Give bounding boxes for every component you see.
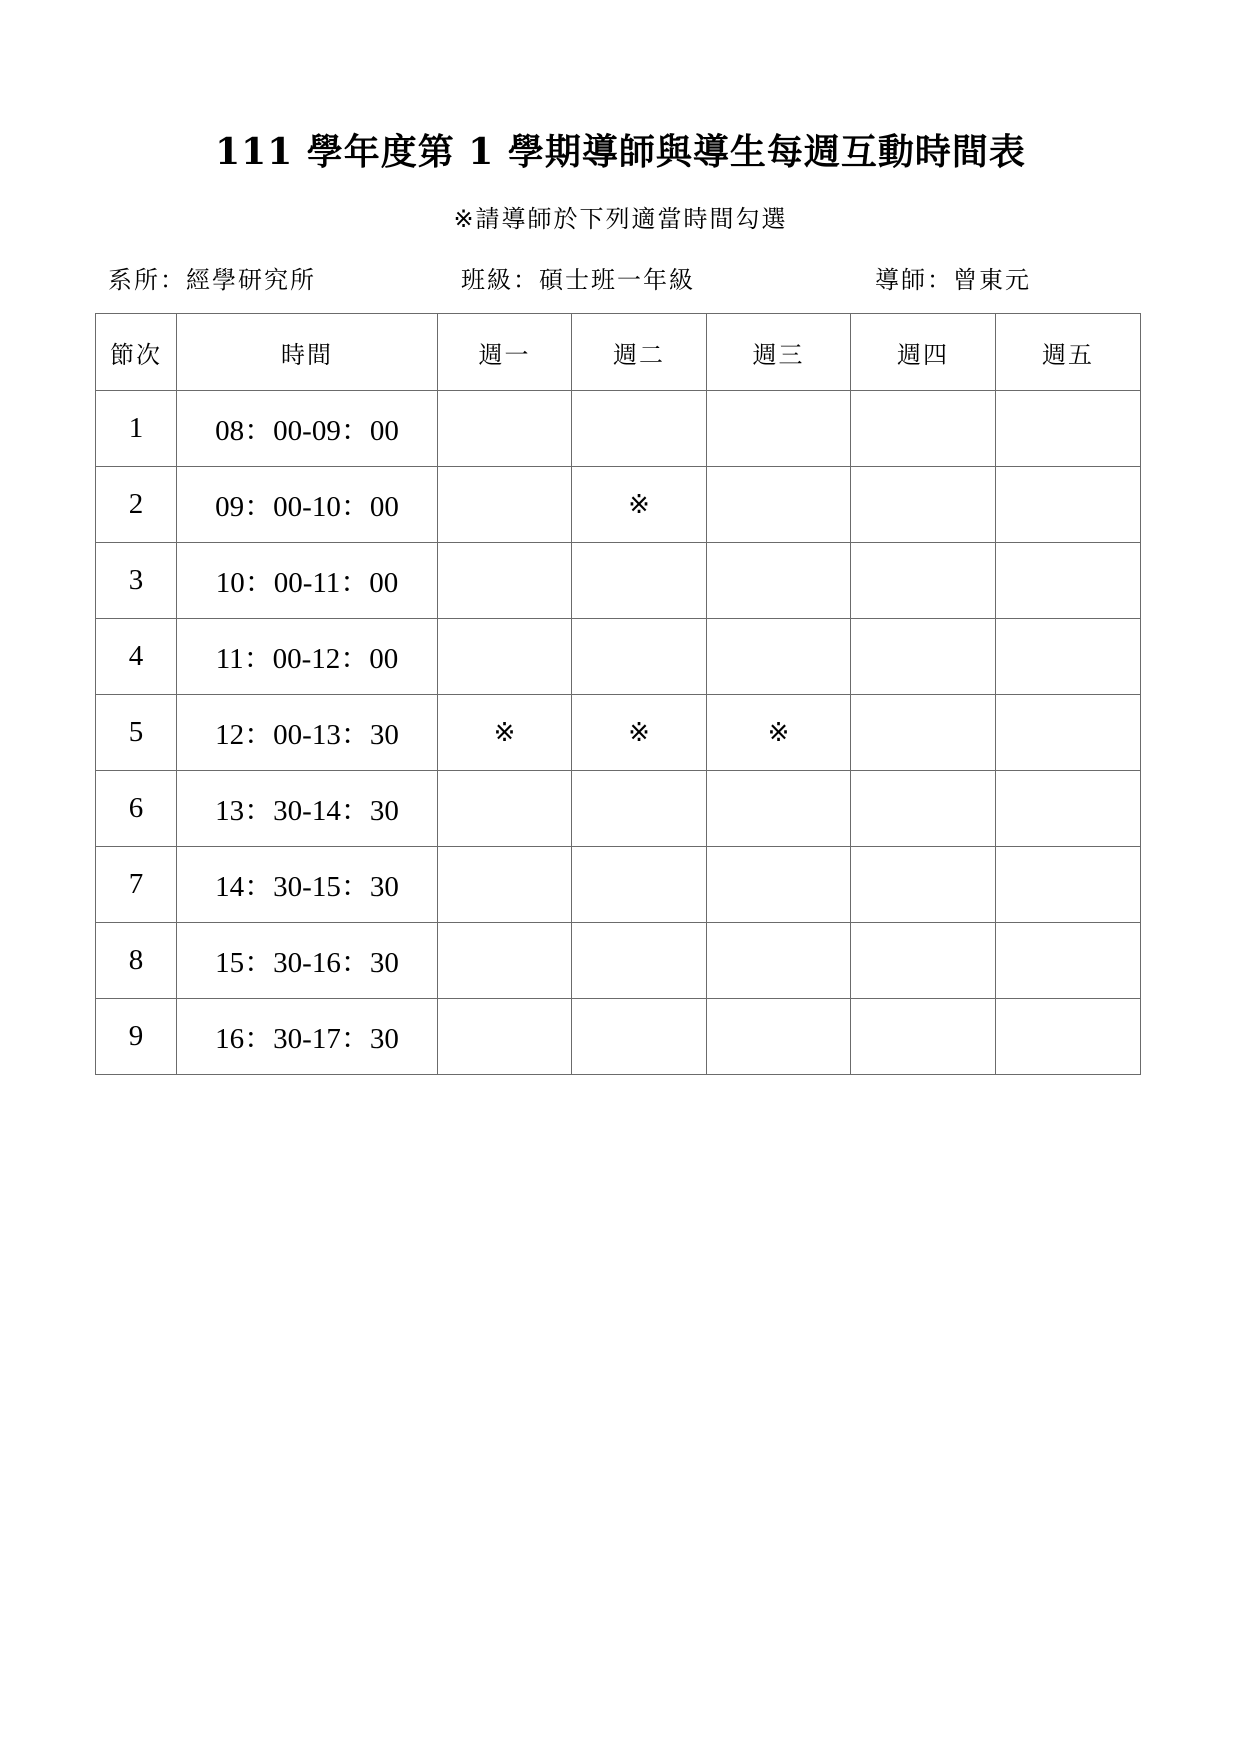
slot-cell-friday [996,695,1141,771]
period-cell: 9 [96,999,177,1075]
table-row [96,695,1141,771]
header-wednesday: 週三 [707,314,851,391]
slot-cell-wednesday [707,619,851,695]
slot-cell-tuesday: ※ [572,695,707,771]
slot-cell-monday [438,467,572,543]
slot-cell-thursday [851,847,996,923]
slot-cell-tuesday [572,619,707,695]
header-tuesday: 週二 [572,314,707,391]
slot-cell-friday [996,847,1141,923]
slot-cell-wednesday [707,391,851,467]
period-cell: 8 [96,923,177,999]
period-cell: 6 [96,771,177,847]
period-cell: 5 [96,695,177,771]
table-row [96,771,1141,847]
slot-cell-wednesday [707,847,851,923]
header-friday: 週五 [996,314,1141,391]
slot-cell-monday [438,923,572,999]
slot-cell-wednesday [707,999,851,1075]
table-row [96,543,1141,619]
slot-cell-wednesday [707,543,851,619]
header-thursday: 週四 [851,314,996,391]
slot-cell-friday [996,771,1141,847]
table-row [96,923,1141,999]
period-cell: 2 [96,467,177,543]
slot-cell-thursday [851,695,996,771]
slot-cell-wednesday [707,467,851,543]
slot-cell-friday [996,467,1141,543]
slot-cell-thursday [851,923,996,999]
slot-cell-monday: ※ [438,695,572,771]
slot-cell-monday [438,847,572,923]
table-row [96,847,1141,923]
time-cell: 14：30-15：30 [177,847,438,923]
department-label: 系所：經學研究所 [108,266,316,294]
slot-cell-wednesday [707,923,851,999]
slot-cell-monday [438,619,572,695]
slot-cell-wednesday: ※ [707,695,851,771]
header-row [96,314,1141,391]
time-cell: 11：00-12：00 [177,619,438,695]
slot-cell-tuesday: ※ [572,467,707,543]
slot-cell-wednesday [707,771,851,847]
slot-cell-tuesday [572,543,707,619]
table-row [96,467,1141,543]
slot-cell-monday [438,543,572,619]
slot-cell-thursday [851,467,996,543]
time-cell: 08：00-09：00 [177,391,438,467]
header-period: 節次 [96,314,177,391]
time-cell: 15：30-16：30 [177,923,438,999]
slot-cell-tuesday [572,847,707,923]
time-cell: 16：30-17：30 [177,999,438,1075]
slot-cell-friday [996,999,1141,1075]
slot-cell-friday [996,619,1141,695]
table-row [96,619,1141,695]
time-cell: 12：00-13：30 [177,695,438,771]
period-cell: 1 [96,391,177,467]
page-title: 111 學年度第 1 學期導師與導生每週互動時間表 [215,131,1026,173]
class-label: 班級：碩士班一年級 [461,266,695,294]
schedule-table [95,313,1141,1075]
time-cell: 13：30-14：30 [177,771,438,847]
period-cell: 3 [96,543,177,619]
time-cell: 10：00-11：00 [177,543,438,619]
slot-cell-tuesday [572,999,707,1075]
slot-cell-thursday [851,391,996,467]
slot-cell-friday [996,391,1141,467]
period-cell: 7 [96,847,177,923]
table-row [96,391,1141,467]
slot-cell-friday [996,923,1141,999]
time-cell: 09：00-10：00 [177,467,438,543]
header-monday: 週一 [438,314,572,391]
period-cell: 4 [96,619,177,695]
header-time: 時間 [177,314,438,391]
slot-cell-monday [438,391,572,467]
slot-cell-thursday [851,619,996,695]
slot-cell-monday [438,771,572,847]
slot-cell-tuesday [572,923,707,999]
instruction-text: ※請導師於下列適當時間勾選 [453,205,788,233]
tutor-label: 導師：曾東元 [875,266,1031,294]
slot-cell-tuesday [572,391,707,467]
slot-cell-friday [996,543,1141,619]
table-row [96,999,1141,1075]
slot-cell-tuesday [572,771,707,847]
slot-cell-thursday [851,999,996,1075]
slot-cell-thursday [851,543,996,619]
slot-cell-thursday [851,771,996,847]
slot-cell-monday [438,999,572,1075]
